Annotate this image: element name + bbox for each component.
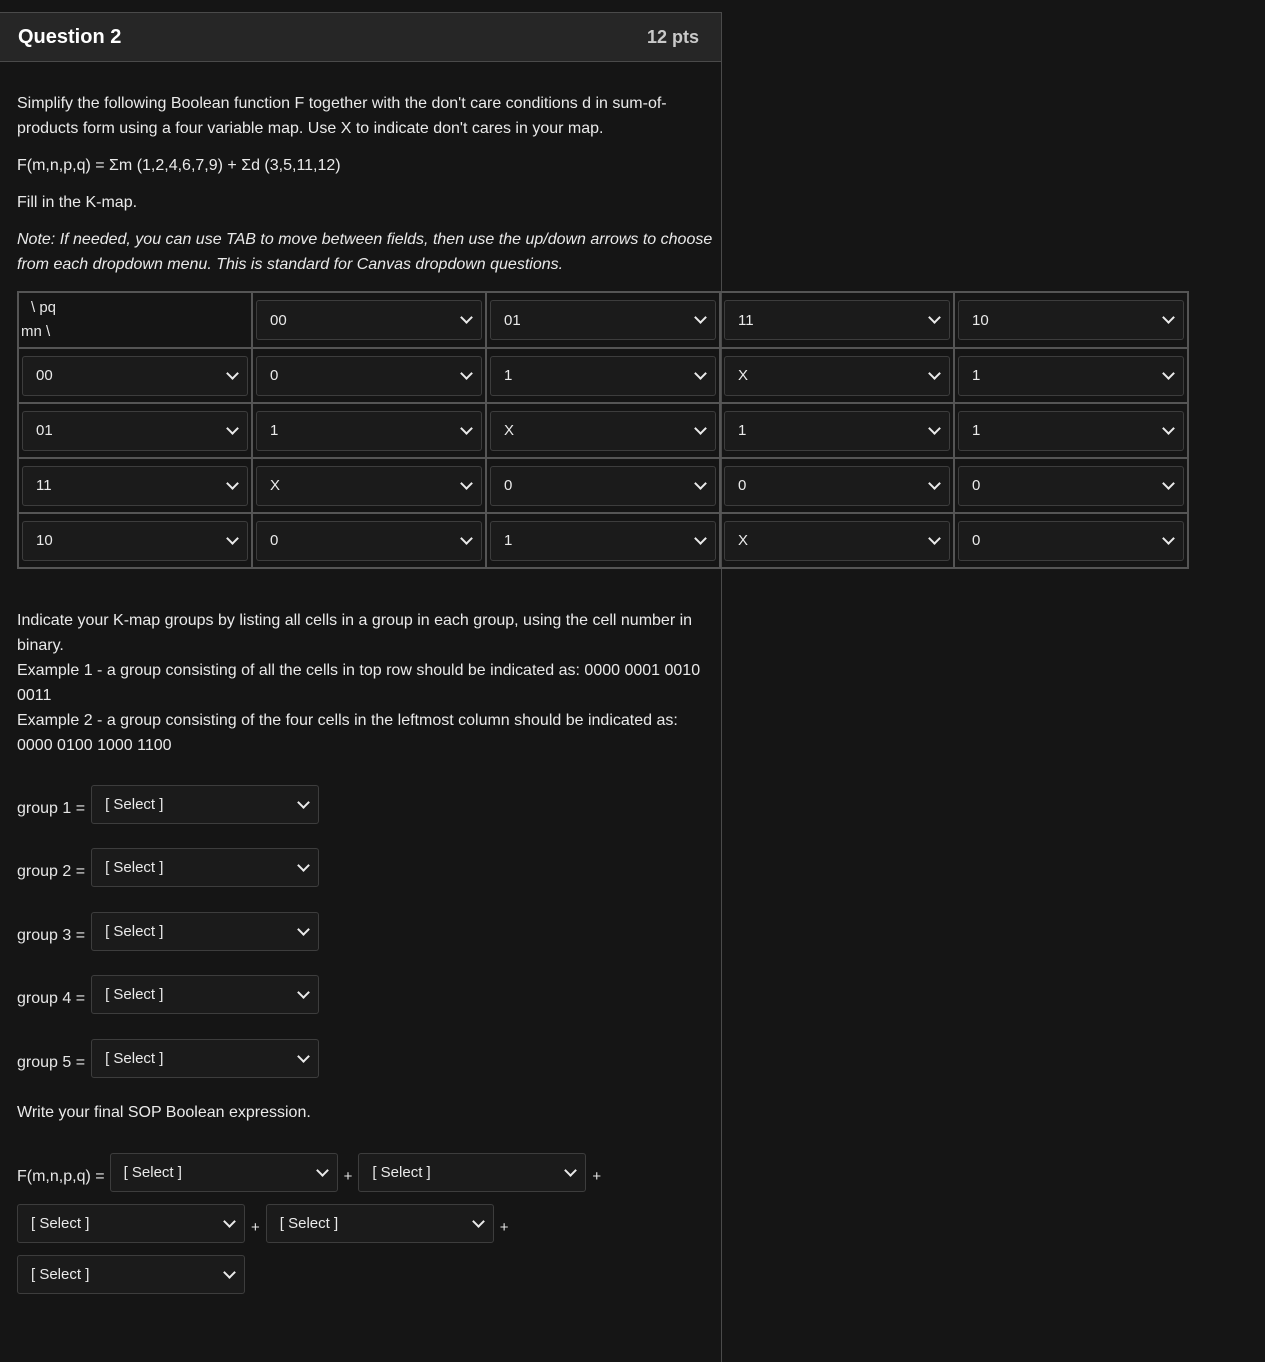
- group-4-select[interactable]: [ Select ]: [91, 975, 319, 1014]
- chevron-down-icon: [223, 1266, 236, 1279]
- sop-row-2: [17, 1204, 515, 1243]
- corner-mn: mn \: [21, 323, 51, 340]
- sop-row-1: [17, 1153, 607, 1192]
- kmap-cell-select[interactable]: 0: [256, 521, 482, 561]
- group-2-label: group 2 =: [17, 862, 86, 880]
- group-2-select[interactable]: [ Select ]: [91, 848, 319, 887]
- kmap-table: [17, 291, 1189, 569]
- group-3-select[interactable]: [ Select ]: [91, 912, 319, 951]
- chevron-down-icon: [694, 422, 707, 435]
- chevron-down-icon: [460, 477, 473, 490]
- group-5-label: group 5 =: [17, 1053, 86, 1071]
- chevron-down-icon: [297, 923, 310, 936]
- groups-example-1: Example 1 - a group consisting of all the cells in top row should be indicated as: 0000 0001 0010 0011: [17, 662, 701, 704]
- kmap-cell-select[interactable]: 1: [724, 411, 950, 451]
- kmap-cell-select[interactable]: X: [490, 411, 716, 451]
- chevron-down-icon: [694, 367, 707, 380]
- sop-lhs: F(m,n,p,q) =: [17, 1167, 105, 1185]
- group-1-label: group 1 =: [17, 799, 86, 817]
- kmap-cell-select[interactable]: 0: [490, 466, 716, 506]
- kmap-cell-select[interactable]: 0: [958, 466, 1184, 506]
- kmap-cell-select[interactable]: 1: [958, 411, 1184, 451]
- chevron-down-icon: [928, 477, 941, 490]
- kmap-cell-select[interactable]: 0: [958, 521, 1184, 561]
- chevron-down-icon: [564, 1164, 577, 1177]
- chevron-down-icon: [928, 311, 941, 324]
- corner-pq: \ pq: [31, 299, 57, 316]
- dropdown-note: Note: If needed, you can use TAB to move between fields, then use the up/down arrows to choose from each dropdown menu. This is standard for Canvas dropdown questions.: [17, 231, 713, 273]
- sop-prompt: Write your final SOP Boolean expression.: [17, 1104, 311, 1121]
- group-2-row: [17, 848, 319, 887]
- group-5-row: [17, 1039, 319, 1078]
- plus-sign: +: [251, 1219, 260, 1236]
- plus-sign: +: [499, 1219, 509, 1236]
- question-intro: Simplify the following Boolean function F together with the don't care conditions d in sum-of-products form using a four variable map. Use X to indicate don't cares in your map.: [17, 95, 667, 137]
- group-4-row: [17, 975, 319, 1014]
- kmap-row: [18, 348, 1188, 403]
- chevron-down-icon: [316, 1164, 329, 1177]
- plus-sign: +: [592, 1168, 602, 1185]
- row-header-select[interactable]: 10: [22, 521, 248, 561]
- row-header-select[interactable]: 00: [22, 356, 248, 396]
- sop-term-2-select[interactable]: [ Select ]: [358, 1153, 586, 1192]
- group-1-row: [17, 785, 319, 824]
- fill-prompt: Fill in the K-map.: [17, 194, 138, 211]
- chevron-down-icon: [1162, 422, 1175, 435]
- sop-term-4-select[interactable]: [ Select ]: [266, 1204, 494, 1243]
- row-header-select[interactable]: 01: [22, 411, 248, 451]
- groups-instruction: Indicate your K-map groups by listing all cells in a group in each group, using the cell number in binary.: [17, 612, 693, 654]
- chevron-down-icon: [1162, 311, 1175, 324]
- chevron-down-icon: [472, 1215, 485, 1228]
- group-3-row: [17, 912, 319, 951]
- col-header-select-3[interactable]: 11: [724, 300, 950, 340]
- chevron-down-icon: [226, 422, 239, 435]
- kmap-cell-select[interactable]: 1: [958, 356, 1184, 396]
- chevron-down-icon: [928, 532, 941, 545]
- chevron-down-icon: [1162, 367, 1175, 380]
- plus-sign: +: [343, 1168, 353, 1185]
- kmap-row: [18, 513, 1188, 568]
- col-header-select-2[interactable]: 01: [490, 300, 716, 340]
- kmap-cell-select[interactable]: 0: [724, 466, 950, 506]
- kmap-cell-select[interactable]: 1: [490, 521, 716, 561]
- sop-term-3-select[interactable]: [ Select ]: [17, 1204, 245, 1243]
- chevron-down-icon: [297, 796, 310, 809]
- chevron-down-icon: [297, 859, 310, 872]
- col-header-select-4[interactable]: 10: [958, 300, 1184, 340]
- sop-term-1-select[interactable]: [ Select ]: [110, 1153, 338, 1192]
- chevron-down-icon: [460, 532, 473, 545]
- group-4-label: group 4 =: [17, 989, 86, 1007]
- question-points: 12 pts: [646, 26, 699, 47]
- kmap-corner: [18, 292, 252, 348]
- group-1-select[interactable]: [ Select ]: [91, 785, 319, 824]
- kmap-cell-select[interactable]: X: [724, 356, 950, 396]
- kmap-row: [18, 458, 1188, 513]
- group-5-select[interactable]: [ Select ]: [91, 1039, 319, 1078]
- chevron-down-icon: [297, 986, 310, 999]
- function-definition: F(m,n,p,q) = Σm (1,2,4,6,7,9) + Σd (3,5,11,12): [17, 157, 341, 174]
- chevron-down-icon: [694, 477, 707, 490]
- kmap-row: [18, 403, 1188, 458]
- chevron-down-icon: [928, 367, 941, 380]
- chevron-down-icon: [1162, 532, 1175, 545]
- kmap-cell-select[interactable]: 1: [490, 356, 716, 396]
- chevron-down-icon: [694, 532, 707, 545]
- chevron-down-icon: [297, 1050, 310, 1063]
- chevron-down-icon: [694, 311, 707, 324]
- kmap-cell-select[interactable]: 1: [256, 411, 482, 451]
- groups-example-2: Example 2 - a group consisting of the four cells in the leftmost column should be indicated as: 0000 0100 1000 1100: [17, 712, 678, 754]
- chevron-down-icon: [226, 477, 239, 490]
- row-header-select[interactable]: 11: [22, 466, 248, 506]
- kmap-cell-select[interactable]: X: [256, 466, 482, 506]
- kmap-cell-select[interactable]: X: [724, 521, 950, 561]
- chevron-down-icon: [460, 422, 473, 435]
- sop-term-5-select[interactable]: [ Select ]: [17, 1255, 245, 1294]
- col-header-select-1[interactable]: 00: [256, 300, 482, 340]
- sop-row-3: [17, 1255, 245, 1294]
- question-header: [0, 13, 721, 62]
- chevron-down-icon: [460, 311, 473, 324]
- chevron-down-icon: [1162, 477, 1175, 490]
- chevron-down-icon: [460, 367, 473, 380]
- kmap-cell-select[interactable]: 0: [256, 356, 482, 396]
- chevron-down-icon: [226, 367, 239, 380]
- chevron-down-icon: [223, 1215, 236, 1228]
- question-title: Question 2: [18, 25, 122, 48]
- chevron-down-icon: [226, 532, 239, 545]
- chevron-down-icon: [928, 422, 941, 435]
- group-3-label: group 3 =: [17, 926, 86, 944]
